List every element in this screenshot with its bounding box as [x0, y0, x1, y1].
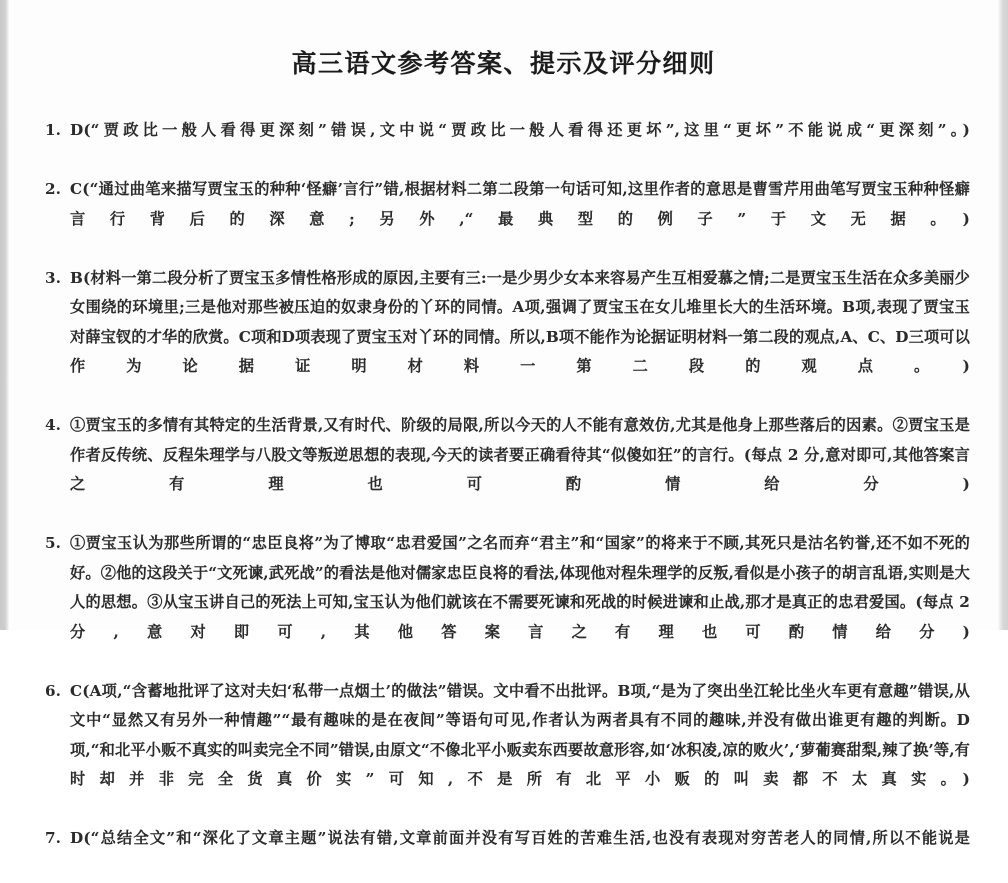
- answer-text: D(“贾政比一般人看得更深刻”错误,文中说“贾政比一般人看得还更坏”,这里“更坏”不能说成“更深刻”。): [70, 121, 970, 139]
- answer-text: B(材料一第二段分析了贾宝玉多情性格形成的原因,主要有三:一是少男少女本来容易产生互相爱慕之情;二是贾宝玉生活在众多美丽少女围绕的环境里;三是他对那些被压迫的奴隶身份的丫环的同情。A项,强调了贾宝玉在女儿堆里长大的生活环境。B项,表现了贾宝玉对薛宝钗的才华的欣赏。C项和D项表现了贾宝玉对丫环的同情。所以,B项不能作为论据证明材料一第二段的观点,A、C、D三项可以作为论据证明材料一第二段的观点。): [70, 268, 970, 375]
- page-title: 高三语文参考答案、提示及评分细则: [291, 49, 716, 78]
- answer-item: [45, 116, 970, 175]
- answer-number: 7.: [45, 829, 61, 847]
- page-right-edge-shadow: [998, 0, 1008, 630]
- page-left-edge-shadow: [0, 0, 9, 630]
- answer-item: [45, 677, 970, 825]
- answer-key-list: [45, 116, 970, 883]
- answer-number: 3.: [45, 268, 61, 287]
- answer-number: 5.: [45, 534, 61, 552]
- answer-item: [45, 529, 970, 677]
- page-paper-surface: [9, 0, 998, 847]
- answer-item: [45, 264, 970, 412]
- answer-text: ①贾宝玉的多情有其特定的生活背景,又有时代、阶级的局限,所以今天的人不能有意效仿,尤其是他身上那些落后的因素。②贾宝玉是作者反传统、反程朱理学与八股文等叛逆思想的表现,今天的读者要正确看待其“似傻如狂”的言行。(每点 2 分,意对即可,其他答案言之有理也可酌情给分): [70, 416, 970, 493]
- answer-item: [45, 175, 970, 264]
- answer-item: [45, 824, 970, 883]
- answer-text: ①贾宝玉认为那些所谓的“忠臣良将”为了博取“忠君爱国”之名而弃“君主”和“国家”的将来于不顾,其死只是沽名钓誉,还不如不死的好。②他的这段关于“文死谏,武死战”的看法是他对儒家忠臣良将的看法,体现他对程朱理学的反叛,看似是小孩子的胡言乱语,实则是大人的思想。③从宝玉讲自己的死法上可知,宝玉认为他们就该在不需要死谏和死战的时候进谏和止战,那才是真正的忠君爱国。(每点 2 分,意对即可,其他答案言之有理也可酌情给分): [70, 534, 970, 641]
- answer-number: 2.: [45, 180, 61, 198]
- answer-item: [45, 411, 970, 529]
- answer-text: D(“总结全文”和“深化了文章主题”说法有错,文章前面并没有写百姓的苦难生活,也没有表现对穷苦老人的同情,所以不能说是: [70, 829, 970, 847]
- answer-text: C(“通过曲笔来描写贾宝玉的种种‘怪癖’言行”错,根据材料二第二段第一句话可知,这里作者的意思是曹雪芹用曲笔写贾宝玉种种怪癖言行背后的深意;另外,“最典型的例子”于文无据。): [70, 180, 970, 228]
- answer-text: C(A项,“含蓄地批评了这对夫妇‘私带一点烟土’的做法”错误。文中看不出批评。B项,“是为了突出坐江轮比坐火车更有意趣”错误,从文中“显然又有另外一种情趣”“最有趣味的是在夜间”等语句可见,作者认为两者具有不同的趣味,并没有做出谁更有趣的判断。D项,“和北平小贩不真实的叫卖完全不同”错误,由原文“不像北平小贩卖东西要故意形容,如‘冰积凌,凉的败火’,‘萝葡赛甜梨,辣了换’等,有时却并非完全货真价实”可知,不是所有北平小贩的叫卖都不太真实。): [70, 681, 970, 788]
- answer-number: 4.: [45, 416, 61, 434]
- answer-number: 1.: [45, 121, 61, 139]
- answer-number: 6.: [45, 681, 61, 700]
